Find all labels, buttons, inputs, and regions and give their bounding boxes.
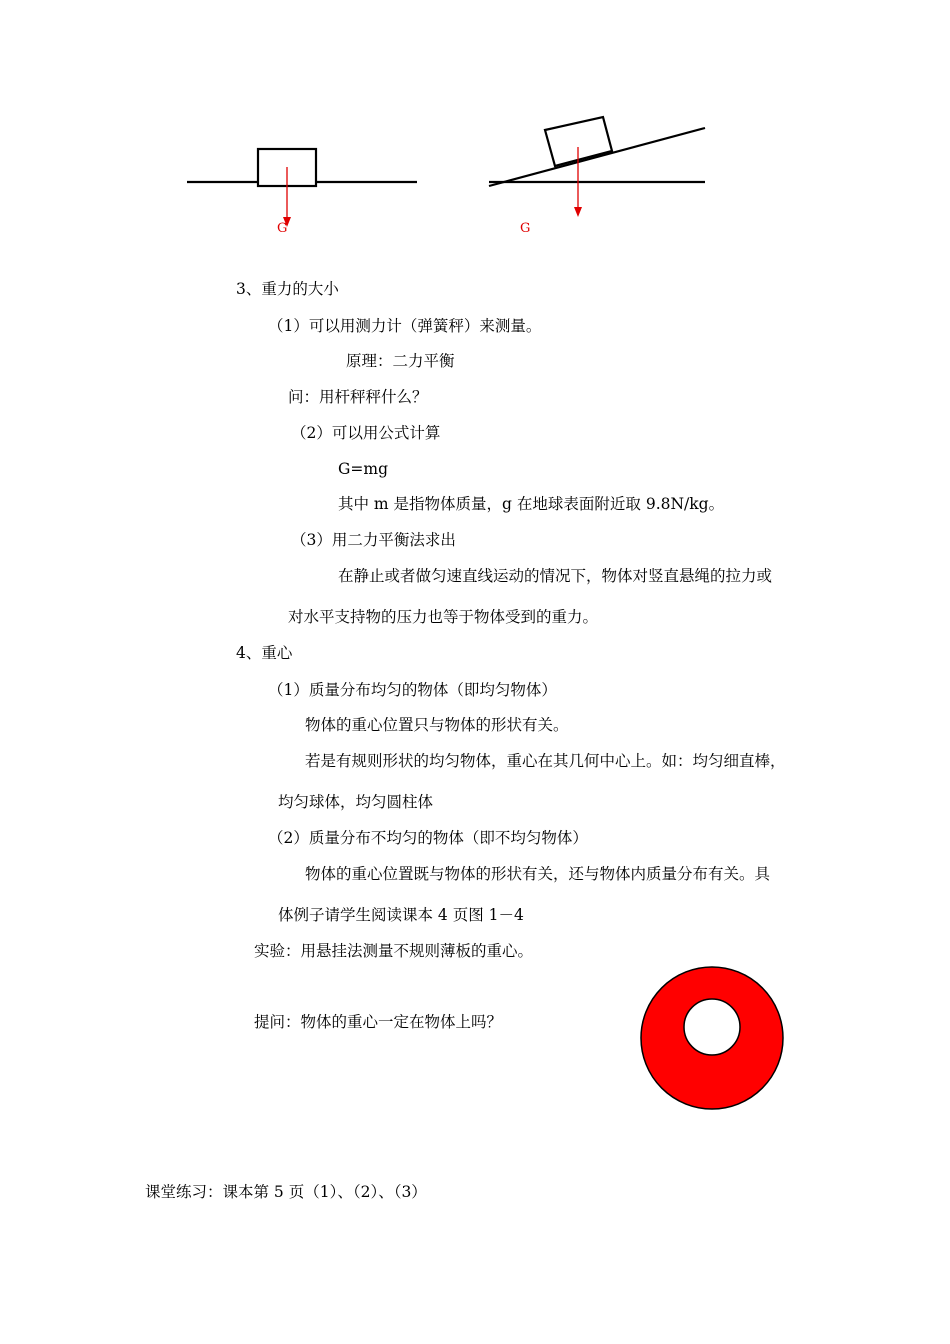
section4-prompt-question: 提问：物体的重心一定在物体上吗？	[254, 1013, 503, 1031]
incline-gravity-label: G	[520, 221, 531, 236]
ring-figure	[638, 964, 788, 1114]
section4-experiment: 实验：用悬挂法测量不规则薄板的重心。	[254, 942, 534, 960]
section3-item3-text-line1: 在静止或者做匀速直线运动的情况下，物体对竖直悬绳的拉力或	[338, 567, 773, 585]
flat-ground-block-figure	[185, 145, 425, 215]
section3-question: 问：用杆秤秤什么？	[288, 388, 428, 406]
flat-gravity-label: G	[277, 221, 288, 236]
section4-item1-text1: 物体的重心位置只与物体的形状有关。	[305, 716, 569, 734]
section3-formula: G=mg	[338, 460, 388, 478]
incline-block-figure	[485, 110, 715, 220]
section4-item2-text-line1: 物体的重心位置既与物体的形状有关，还与物体内质量分布有关。具	[305, 865, 771, 883]
section4-heading: 4、重心	[236, 644, 293, 662]
section3-item2: （2）可以用公式计算	[291, 424, 441, 442]
section4-item1-text2-line1: 若是有规则形状的均匀物体，重心在其几何中心上。如：均匀细直棒，	[305, 752, 786, 770]
section4-item1-text2-line2: 均匀球体，均匀圆柱体	[278, 793, 434, 811]
section4-item1: （1）质量分布均匀的物体（即均匀物体）	[268, 681, 557, 699]
section4-item2: （2）质量分布不均匀的物体（即不均匀物体）	[268, 829, 588, 847]
section3-principle: 原理：二力平衡	[346, 352, 455, 370]
incline-gravity-arrow-head	[574, 207, 582, 217]
section3-item1: （1）可以用测力计（弹簧秤）来测量。	[268, 317, 542, 335]
section4-item2-text-line2: 体例子请学生阅读课本 4 页图 1－4	[278, 906, 524, 924]
section3-item3: （3）用二力平衡法求出	[291, 531, 456, 549]
ring-hole	[684, 999, 740, 1055]
section3-item3-text-line2: 对水平支持物的压力也等于物体受到的重力。	[288, 608, 599, 626]
section3-heading: 3、重力的大小	[236, 280, 339, 298]
exercise-line: 课堂练习：课本第 5 页（1）、（2）、（3）	[145, 1183, 427, 1201]
section3-formula-note: 其中 m 是指物体质量，g 在地球表面附近取 9.8N/kg。	[338, 495, 725, 513]
